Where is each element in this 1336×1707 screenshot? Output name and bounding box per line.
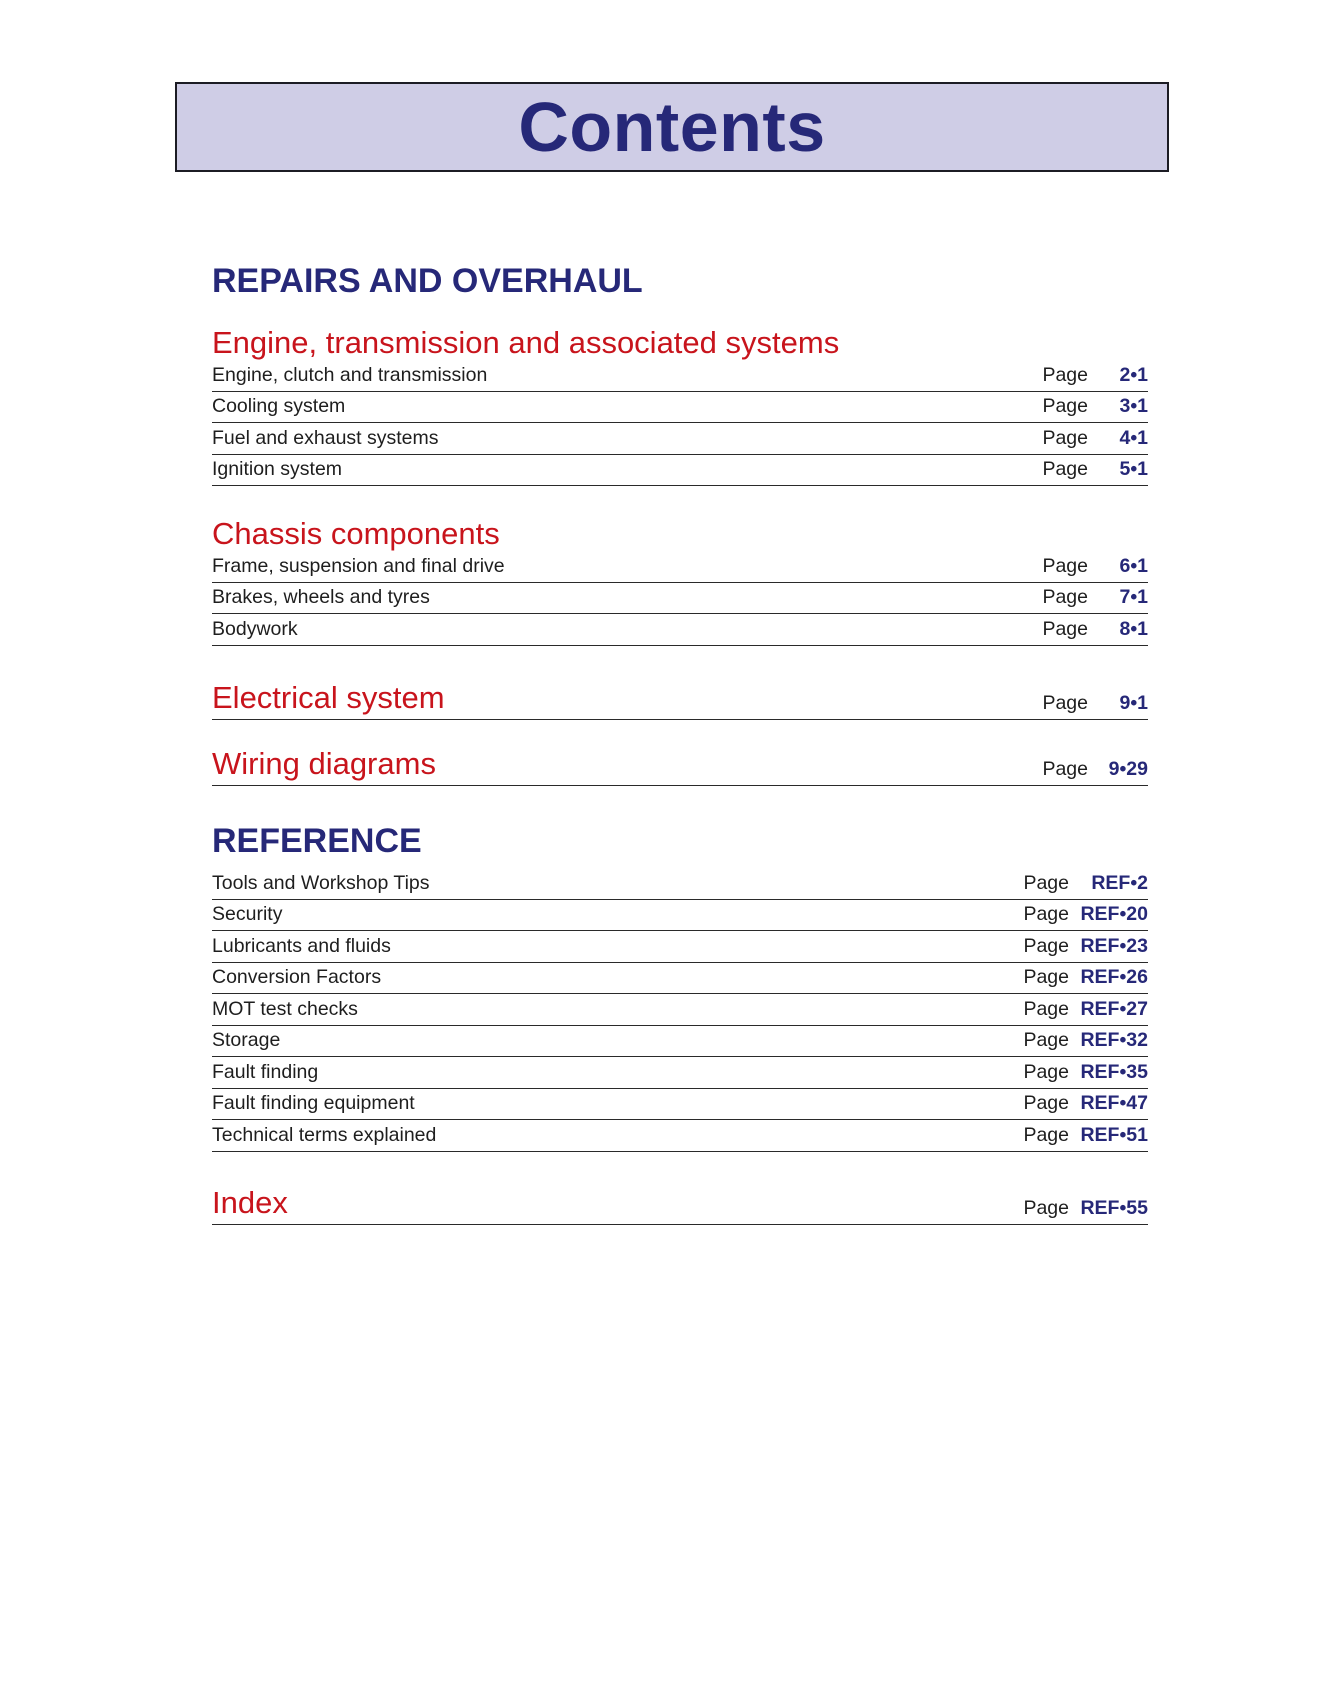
page-word: Page <box>1042 617 1088 640</box>
page-word: Page <box>1023 1028 1069 1051</box>
page-word: Page <box>1023 997 1069 1020</box>
toc-entry[interactable] <box>212 423 1148 455</box>
toc-entry[interactable] <box>212 931 1148 963</box>
page-number: REF•20 <box>1080 902 1148 925</box>
page-word: Page <box>1023 902 1069 925</box>
entry-label: Ignition system <box>212 457 343 480</box>
toc-entry[interactable] <box>212 1120 1148 1152</box>
toc-entry-electrical[interactable] <box>212 676 1148 720</box>
part-heading-repairs: REPAIRS AND OVERHAUL <box>212 262 643 300</box>
page-word: Page <box>1042 457 1088 480</box>
page-number: REF•35 <box>1080 1060 1148 1083</box>
page-number: 9•1 <box>1119 691 1148 714</box>
part-heading-reference: REFERENCE <box>212 822 422 860</box>
toc-entry[interactable] <box>212 963 1148 994</box>
entry-label: Fault finding <box>212 1060 319 1083</box>
page-word: Page <box>1042 691 1088 714</box>
entry-label: Conversion Factors <box>212 965 382 988</box>
page-number: REF•27 <box>1080 997 1148 1020</box>
entry-label: Storage <box>212 1028 281 1051</box>
entry-label: Bodywork <box>212 617 298 640</box>
page-word: Page <box>1042 757 1088 780</box>
page-word: Page <box>1023 1196 1069 1219</box>
page-word: Page <box>1042 426 1088 449</box>
page-number: 5•1 <box>1119 457 1148 480</box>
entry-label: Brakes, wheels and tyres <box>212 585 430 608</box>
entry-label: Tools and Workshop Tips <box>212 871 430 894</box>
toc-entry[interactable] <box>212 900 1148 931</box>
page-word: Page <box>1023 1123 1069 1146</box>
page-word: Page <box>1042 554 1088 577</box>
page-word: Page <box>1023 1060 1069 1083</box>
toc-entry[interactable] <box>212 455 1148 486</box>
page-word: Page <box>1023 934 1069 957</box>
page-title: Contents <box>518 88 826 166</box>
section-heading-engine: Engine, transmission and associated systems <box>212 325 840 360</box>
section-heading-electrical: Electrical system <box>212 680 445 715</box>
entry-label: Lubricants and fluids <box>212 934 391 957</box>
page-word: Page <box>1023 1091 1069 1114</box>
entry-label: Cooling system <box>212 394 346 417</box>
page-number: REF•47 <box>1080 1091 1148 1114</box>
page-number: REF•55 <box>1080 1196 1148 1219</box>
page-number: REF•26 <box>1080 965 1148 988</box>
page-number: 4•1 <box>1119 426 1148 449</box>
page-number: REF•51 <box>1080 1123 1148 1146</box>
title-banner <box>175 82 1169 172</box>
section-heading-chassis: Chassis components <box>212 516 500 551</box>
toc-entry-index[interactable] <box>212 1180 1148 1225</box>
toc-entry[interactable] <box>212 1089 1148 1120</box>
entry-label: Frame, suspension and final drive <box>212 554 505 577</box>
entry-label: Technical terms explained <box>212 1123 437 1146</box>
page-word: Page <box>1023 965 1069 988</box>
page-number: 9•29 <box>1108 757 1148 780</box>
section-heading-wiring: Wiring diagrams <box>212 746 436 781</box>
page-word: Page <box>1042 585 1088 608</box>
toc-entry[interactable] <box>212 1026 1148 1057</box>
page-number: 8•1 <box>1119 617 1148 640</box>
page-number: 7•1 <box>1119 585 1148 608</box>
entry-label: Fault finding equipment <box>212 1091 415 1114</box>
page-number: REF•23 <box>1080 934 1148 957</box>
page-word: Page <box>1042 394 1088 417</box>
page-word: Page <box>1042 363 1088 386</box>
page-number: 3•1 <box>1119 394 1148 417</box>
entry-label: Security <box>212 902 283 925</box>
toc-entry[interactable] <box>212 867 1148 900</box>
toc-entry[interactable] <box>212 1057 1148 1089</box>
page-number: 6•1 <box>1119 554 1148 577</box>
toc-entry-wiring[interactable] <box>212 742 1148 786</box>
page-number: 2•1 <box>1119 363 1148 386</box>
toc-entry[interactable] <box>212 583 1148 614</box>
entry-label: MOT test checks <box>212 997 358 1020</box>
toc-entry[interactable] <box>212 360 1148 392</box>
page-number: REF•32 <box>1080 1028 1148 1051</box>
section-heading-index: Index <box>212 1185 288 1220</box>
page-number: REF•2 <box>1091 871 1148 894</box>
toc-entry[interactable] <box>212 614 1148 646</box>
entry-label: Fuel and exhaust systems <box>212 426 439 449</box>
entry-label: Engine, clutch and transmission <box>212 363 488 386</box>
toc-entry[interactable] <box>212 994 1148 1026</box>
toc-entry[interactable] <box>212 551 1148 583</box>
toc-entry[interactable] <box>212 392 1148 423</box>
page-word: Page <box>1023 871 1069 894</box>
